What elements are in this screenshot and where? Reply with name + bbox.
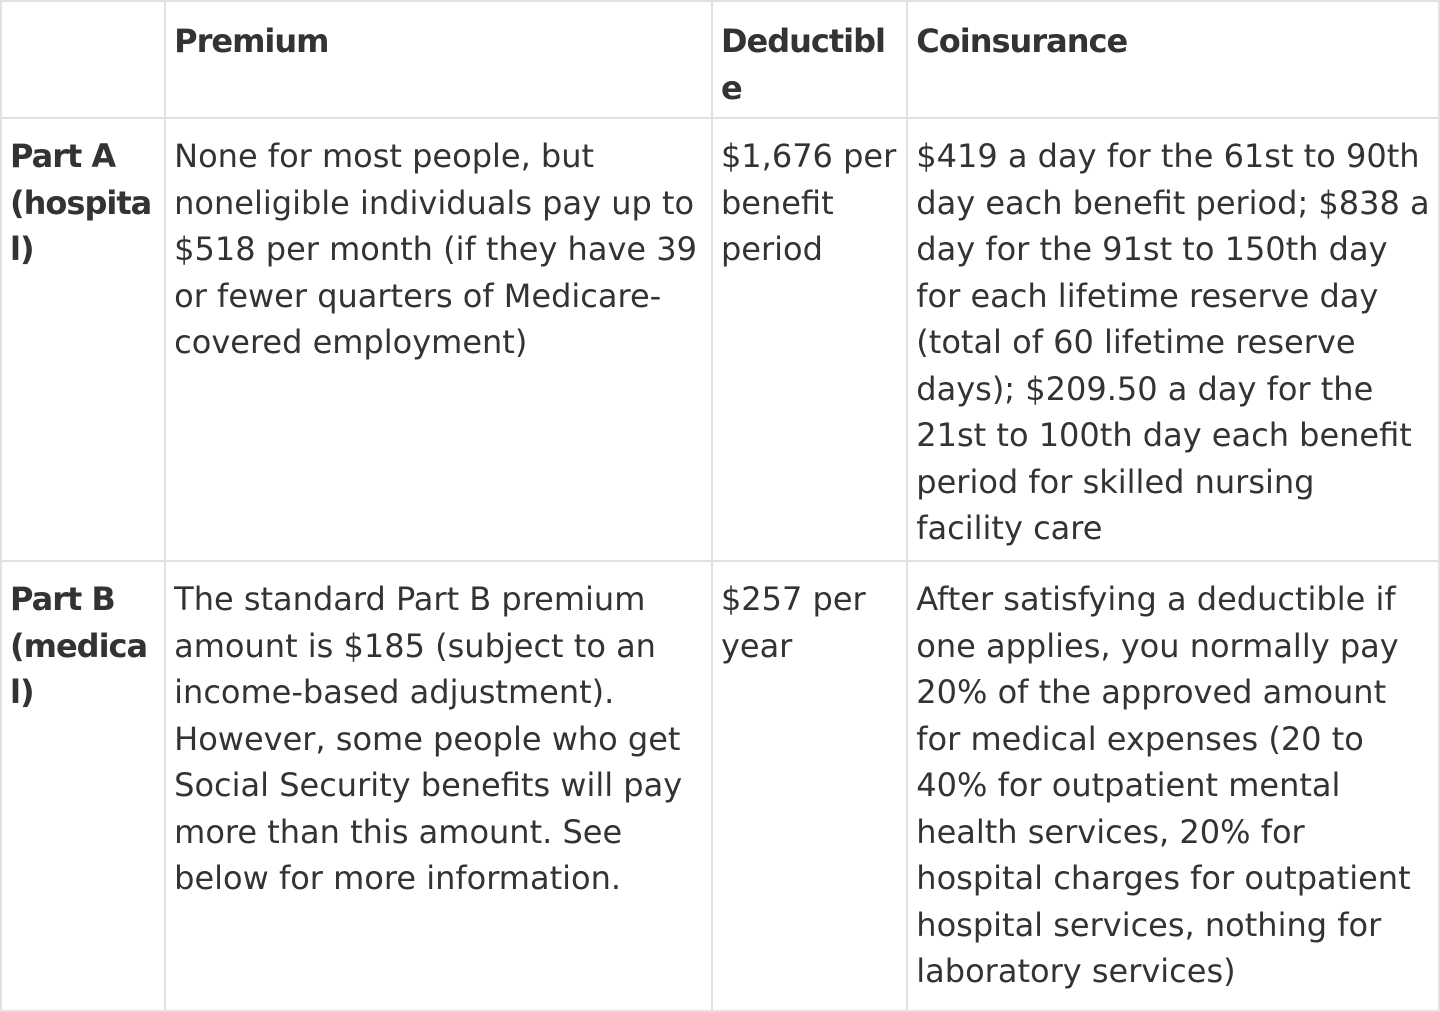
premium-cell-part-a: None for most people, but noneligible individuals pay up to $518 per month (if they have 39 or fewer quarters of Medicare-covered employment) bbox=[165, 118, 712, 561]
row-label-part-a: Part A (hospital) bbox=[1, 118, 165, 561]
header-premium: Premium bbox=[165, 1, 712, 118]
table-row-part-a bbox=[1, 118, 1439, 561]
coinsurance-cell-part-a: $419 a day for the 61st to 90th day each benefit period; $838 a day for the 91st to 150th day for each lifetime reserve day (total of 60 lifetime reserve days); $209.50 a day for the 21st to 100th day each benefit period for skilled nursing facility care bbox=[907, 118, 1439, 561]
table-row-part-b bbox=[1, 561, 1439, 1011]
table-header-row bbox=[1, 1, 1439, 118]
header-empty-cell bbox=[1, 1, 165, 118]
header-deductible: Deductible bbox=[712, 1, 907, 118]
deductible-cell-part-b: $257 per year bbox=[712, 561, 907, 1011]
deductible-cell-part-a: $1,676 per benefit period bbox=[712, 118, 907, 561]
header-coinsurance: Coinsurance bbox=[907, 1, 1439, 118]
coinsurance-cell-part-b: After satisfying a deductible if one applies, you normally pay 20% of the approved amount for medical expenses (20 to 40% for outpatient mental health services, 20% for hospital charges for outpatient hospital services, nothing for laboratory services) bbox=[907, 561, 1439, 1011]
premium-cell-part-b: The standard Part B premium amount is $185 (subject to an income-based adjustment). However, some people who get Social Security benefits will pay more than this amount. See below for more information. bbox=[165, 561, 712, 1011]
row-label-part-b: Part B (medical) bbox=[1, 561, 165, 1011]
